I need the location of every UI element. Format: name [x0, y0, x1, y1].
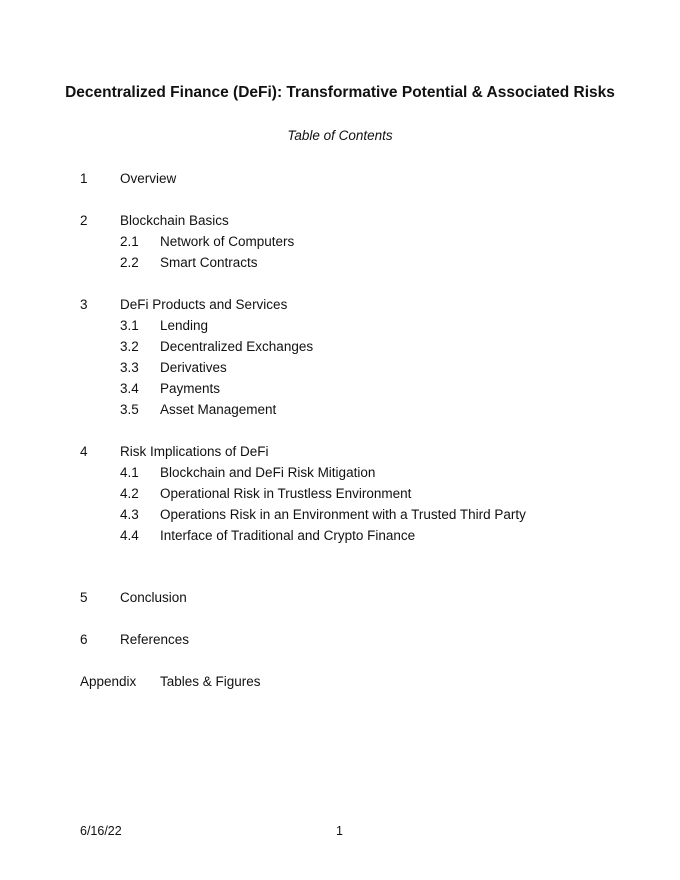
toc-label: Operations Risk in an Environment with a Trusted Third Party	[160, 507, 526, 522]
toc-entry-3-2[interactable]	[120, 338, 600, 356]
toc-entry-3-3[interactable]	[120, 359, 600, 377]
toc-number: Appendix	[80, 674, 137, 689]
toc-number: 5	[80, 590, 88, 605]
toc-entry-2[interactable]	[80, 212, 600, 230]
toc-number: 3.2	[120, 339, 139, 354]
toc-label: Conclusion	[120, 590, 187, 605]
toc-number: 6	[80, 632, 88, 647]
toc-label: Smart Contracts	[160, 255, 258, 270]
toc-number: 4.3	[120, 507, 139, 522]
toc-entry-4-1[interactable]	[120, 464, 600, 482]
toc-label: Asset Management	[160, 402, 277, 417]
toc-number: 1	[80, 171, 88, 186]
toc-number: 2.2	[120, 255, 139, 270]
toc-entry-2-1[interactable]	[120, 233, 600, 251]
toc-label: Network of Computers	[160, 234, 295, 249]
toc-entry-3-4[interactable]	[120, 380, 600, 398]
toc-label: Derivatives	[160, 360, 227, 375]
toc-number: 3.3	[120, 360, 139, 375]
toc-number: 3.5	[120, 402, 139, 417]
toc-number: 3.1	[120, 318, 139, 333]
toc-entry-appendix[interactable]	[80, 673, 600, 691]
toc-label: References	[120, 632, 190, 647]
toc-number: 4.1	[120, 465, 139, 480]
toc-number: 3	[80, 297, 88, 312]
toc-entry-4-3[interactable]	[120, 506, 600, 524]
toc-number: 2.1	[120, 234, 139, 249]
toc-entry-1[interactable]	[80, 170, 600, 188]
toc-number: 4.4	[120, 528, 139, 543]
toc-label: Overview	[120, 171, 177, 186]
toc-number: 4.2	[120, 486, 139, 501]
toc-entry-5[interactable]	[80, 589, 600, 607]
document-title: Decentralized Finance (DeFi): Transformative Potential & Associated Risks	[65, 84, 615, 101]
toc-entry-4-2[interactable]	[120, 485, 600, 503]
toc-entry-6[interactable]	[80, 631, 600, 649]
toc-entry-4[interactable]	[80, 443, 600, 461]
toc-label: Tables & Figures	[160, 674, 261, 689]
toc-entry-3-1[interactable]	[120, 317, 600, 335]
toc-entry-4-4[interactable]	[120, 527, 600, 545]
toc-label: DeFi Products and Services	[120, 297, 288, 312]
toc-label: Blockchain Basics	[120, 213, 229, 228]
toc-label: Decentralized Exchanges	[160, 339, 314, 354]
toc-entry-2-2[interactable]	[120, 254, 600, 272]
toc-number: 3.4	[120, 381, 139, 396]
toc-label: Interface of Traditional and Crypto Finance	[160, 528, 416, 543]
toc-label: Blockchain and DeFi Risk Mitigation	[160, 465, 376, 480]
toc-heading: Table of Contents	[287, 128, 393, 143]
toc-entry-3-5[interactable]	[120, 401, 600, 419]
toc-number: 4	[80, 444, 88, 459]
toc-label: Payments	[160, 381, 221, 396]
toc-number: 2	[80, 213, 88, 228]
toc-label: Lending	[160, 318, 209, 333]
footer-page-number: 1	[336, 824, 343, 838]
toc-entry-3[interactable]	[80, 296, 600, 314]
toc-label: Operational Risk in Trustless Environment	[160, 486, 412, 501]
footer-date: 6/16/22	[80, 824, 122, 838]
toc-label: Risk Implications of DeFi	[120, 444, 269, 459]
